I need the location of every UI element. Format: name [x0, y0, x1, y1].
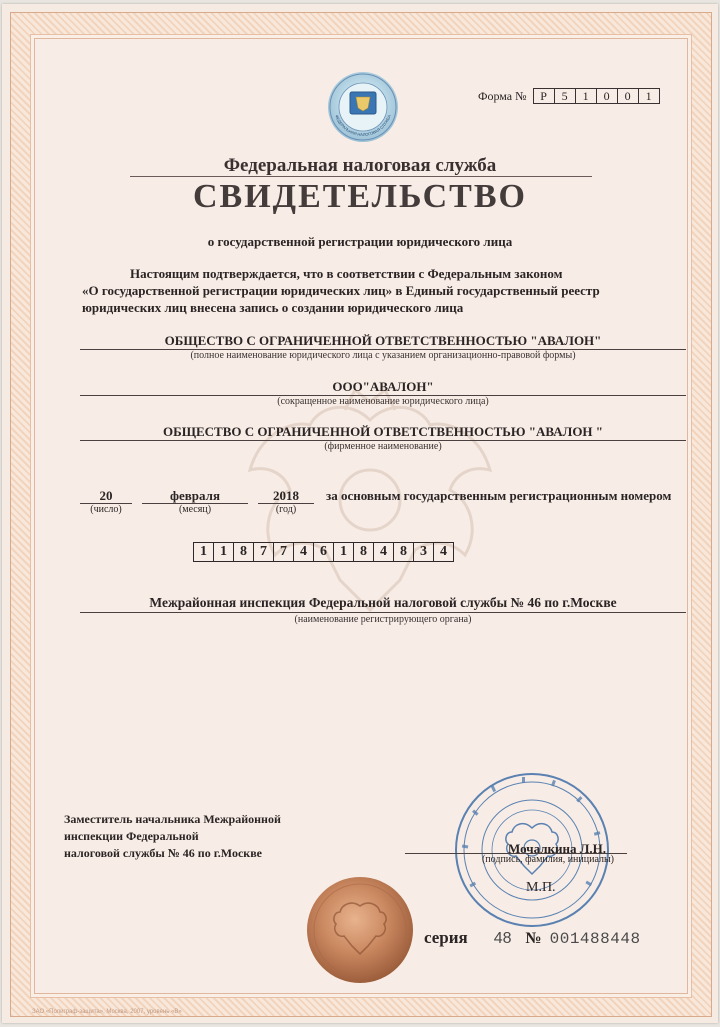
ogrn-digit: 4	[374, 543, 394, 561]
seal-place-label: М.П.	[526, 880, 556, 895]
registration-day: 20	[99, 488, 113, 503]
series-code: 48	[493, 930, 512, 947]
year-caption: (год)	[275, 504, 297, 515]
registration-month: февраля	[170, 488, 220, 503]
form-code-digit: 0	[597, 89, 618, 103]
ogrn-digit: 8	[354, 543, 374, 561]
form-code-digit: Р	[534, 89, 555, 103]
ogrn-digit: 4	[294, 543, 314, 561]
certificate-series	[424, 928, 641, 948]
ogrn-digit: 7	[254, 543, 274, 561]
certification-paragraph	[82, 265, 642, 316]
signatory-position-line: Заместитель начальника Межрайонной	[64, 812, 281, 826]
form-code-digit: 1	[645, 89, 652, 103]
form-code-boxes	[533, 88, 660, 104]
ogrn-digit: 7	[274, 543, 294, 561]
signature-caption: (подпись, фамилия, инициалы)	[481, 854, 615, 865]
document-title: СВИДЕТЕЛЬСТВО	[193, 178, 527, 215]
form-code-digit: 1	[576, 89, 597, 103]
number-sign: №	[525, 930, 542, 947]
series-number: 001488448	[549, 930, 641, 948]
ogrn-digit: 1	[194, 543, 214, 561]
ogrn-digit: 1	[214, 543, 234, 561]
ogrn-digit: 4	[440, 544, 447, 559]
ogrn-digit: 6	[314, 543, 334, 561]
full-name-caption: (полное наименование юридического лица с указанием организационно-правовой формы)	[190, 350, 576, 361]
hologram-seal-icon	[306, 876, 414, 984]
authority-caption: (наименование регистрирующего органа)	[294, 614, 472, 625]
form-number-label: Форма №	[478, 88, 527, 103]
paragraph-line: «О государственной регистрации юридических лиц» в Единый государственный реестр	[82, 283, 600, 298]
authority-rule	[80, 612, 686, 613]
ogrn-digit: 8	[234, 543, 254, 561]
series-label: серия	[424, 928, 468, 947]
full-name-value: ОБЩЕСТВО С ОГРАНИЧЕННОЙ ОТВЕТСТВЕННОСТЬЮ "АВАЛОН"	[164, 333, 602, 348]
signatory-position	[64, 811, 281, 862]
issuing-service: Федеральная налоговая служба	[223, 155, 497, 176]
registration-number-text: за основным государственным регистрационным номером	[326, 488, 672, 503]
brand-name-value: ОБЩЕСТВО С ОГРАНИЧЕННОЙ ОТВЕТСТВЕННОСТЬЮ "АВАЛОН "	[162, 424, 604, 439]
short-name-caption: (сокращенное наименование юридического лица)	[277, 396, 489, 407]
signatory-name: Мочалкина Л.Н.	[508, 841, 607, 856]
form-number	[478, 88, 660, 104]
day-caption: (число)	[90, 504, 122, 515]
service-underline	[130, 176, 592, 177]
paragraph-line: юридических лиц внесена запись о создании юридического лица	[82, 300, 464, 315]
printer-imprint: ЗАО «Полиграф-защита», Москва, 2007, уровень «В»	[32, 1009, 182, 1015]
document-subtitle: о государственной регистрации юридического лица	[207, 234, 513, 249]
registration-year: 2018	[273, 488, 299, 503]
ogrn-digit: 8	[394, 543, 414, 561]
paragraph-line: Настоящим подтверждается, что в соответствии с Федеральным законом	[130, 266, 563, 281]
ogrn-digit: 3	[414, 543, 434, 561]
ogrn-boxes	[193, 542, 454, 562]
ogrn-digit: 1	[334, 543, 354, 561]
short-name-value: ООО"АВАЛОН"	[332, 379, 434, 394]
brand-name-caption: (фирменное наименование)	[324, 441, 442, 452]
month-caption: (месяц)	[178, 504, 212, 515]
tax-service-emblem-icon	[326, 70, 400, 144]
form-code-digit: 0	[618, 89, 639, 103]
signatory-position-line: налоговой службы № 46 по г.Москве	[64, 846, 263, 860]
signatory-position-line: инспекции Федеральной	[64, 829, 199, 843]
registering-authority: Межрайонная инспекция Федеральной налоговой службы № 46 по г.Москве	[149, 595, 617, 610]
emblem-ring-text: ФЕДЕРАЛЬНАЯ НАЛОГОВАЯ СЛУЖБА	[334, 114, 392, 138]
form-code-digit: 5	[555, 89, 576, 103]
